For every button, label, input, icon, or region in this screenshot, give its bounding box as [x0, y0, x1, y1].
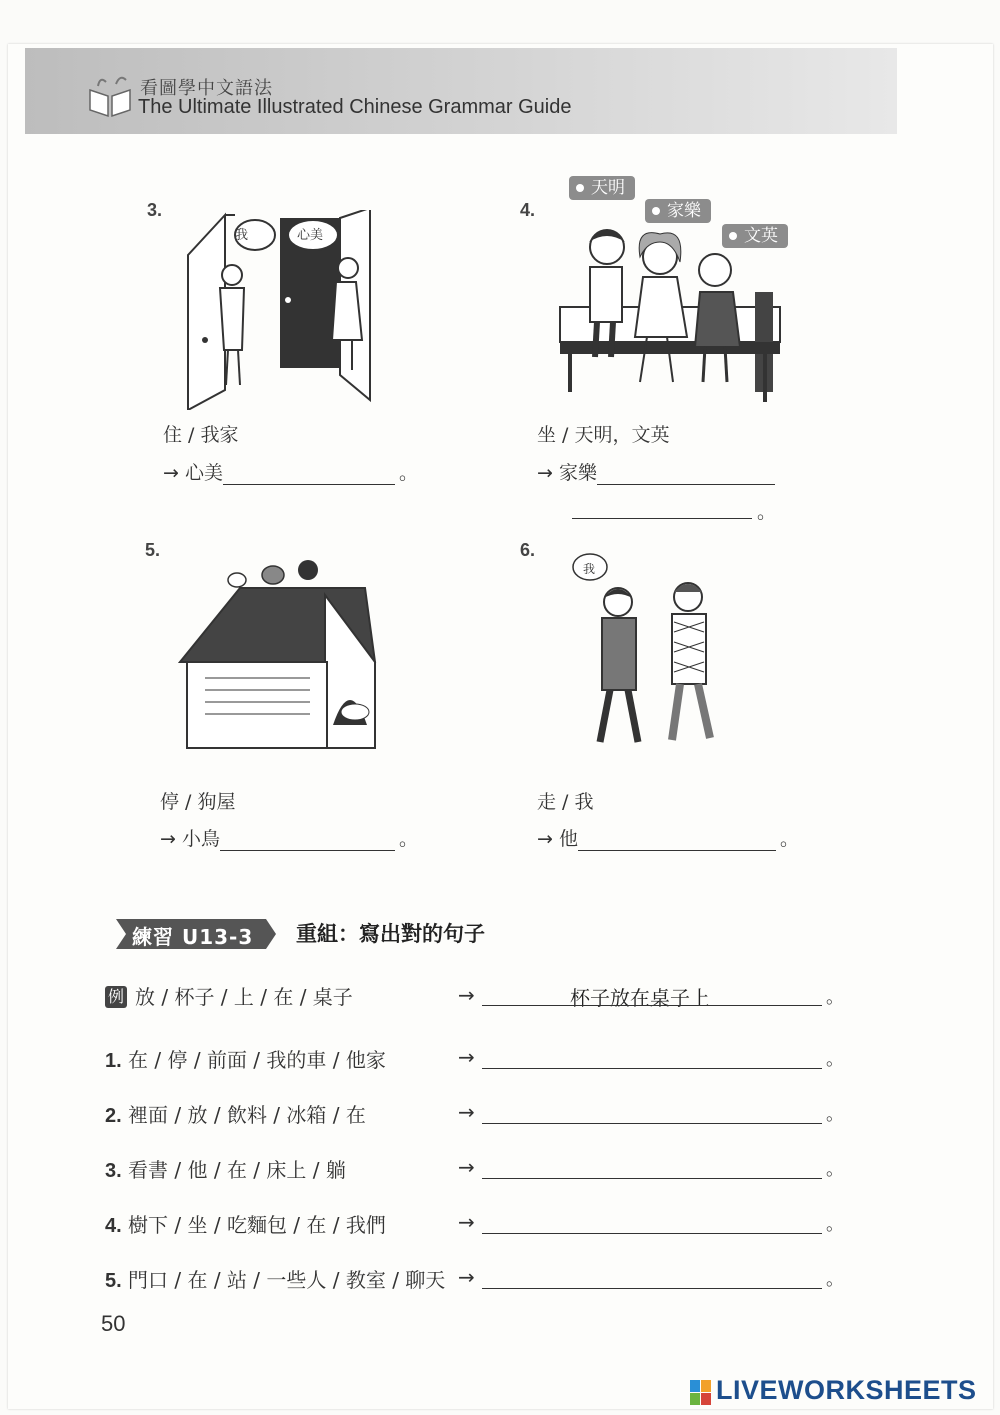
- item-4-prompt: 坐 / 天明，文英: [537, 424, 670, 446]
- item-5-answer: [160, 824, 418, 851]
- exercise-5-answer-blank[interactable]: [482, 1287, 822, 1289]
- item-5-period: 。: [398, 828, 418, 850]
- exercise-5-words: 門口 / 在 / 站 / 一些人 / 教室 / 聊天: [128, 1268, 446, 1292]
- exercise-3-words: 看書 / 他 / 在 / 床上 / 躺: [128, 1158, 346, 1182]
- exercise-1-row: [105, 1044, 386, 1073]
- exercise-4-words: 樹下 / 坐 / 吃麵包 / 在 / 我們: [128, 1213, 386, 1237]
- liveworksheets-watermark: LIVEWORKSHEETS: [716, 1375, 977, 1405]
- section-label-text: 練習 U13-3: [132, 925, 254, 949]
- item-6-answer-prefix: → 他: [537, 828, 578, 850]
- exercise-2-arrow: →: [458, 1100, 475, 1124]
- speech-bubble-xinmei: 心美: [297, 228, 324, 243]
- exercise-3-arrow: →: [458, 1155, 475, 1179]
- exercise-2-answer-blank[interactable]: [482, 1122, 822, 1124]
- item-6-number: 6.: [520, 540, 536, 560]
- item-5-answer-blank[interactable]: [220, 832, 395, 851]
- exercise-2-words: 裡面 / 放 / 飲料 / 冰箱 / 在: [128, 1103, 366, 1127]
- item-4-period: 。: [757, 501, 777, 523]
- item-5-prompt: 停 / 狗屋: [160, 791, 236, 813]
- exercise-1-words: 在 / 停 / 前面 / 我的車 / 他家: [128, 1048, 386, 1072]
- tag-jiale: 家樂: [645, 199, 711, 223]
- exercise-5-arrow: →: [458, 1265, 475, 1289]
- header-title-zh: 看圖學中文語法: [140, 78, 273, 99]
- exercise-3-period: 。: [826, 1159, 844, 1180]
- bench-illustration: [555, 212, 785, 407]
- example-arrow: →: [458, 983, 475, 1007]
- speech-bubble-me: 我: [235, 228, 249, 243]
- item-5-answer-prefix: → 小鳥: [160, 828, 220, 850]
- exercise-5-row: [105, 1264, 445, 1293]
- section-label: [116, 917, 276, 951]
- item-4-answer-blank[interactable]: [597, 466, 775, 485]
- exercise-4-number: 4.: [105, 1215, 122, 1237]
- exercise-3-number: 3.: [105, 1160, 122, 1182]
- exercise-3-answer-blank[interactable]: [482, 1177, 822, 1179]
- exercise-2-row: [105, 1099, 366, 1128]
- exercise-1-arrow: →: [458, 1045, 475, 1069]
- item-6-prompt: 走 / 我: [537, 791, 594, 813]
- item-4-number: 4.: [520, 200, 536, 220]
- example-period: 。: [826, 987, 844, 1008]
- exercise-4-row: [105, 1209, 386, 1238]
- item-6-answer: [537, 824, 799, 851]
- item-4-answer-blank-2[interactable]: [572, 517, 752, 519]
- exercise-1-number: 1.: [105, 1050, 122, 1072]
- liveworksheets-logo-icon: [690, 1376, 712, 1406]
- exercise-1-period: 。: [826, 1049, 844, 1070]
- speech-bubble-walking-me: 我: [583, 562, 596, 576]
- item-4-answer-prefix: → 家樂: [537, 462, 597, 484]
- example-words: 放 / 杯子 / 上 / 在 / 桌子: [135, 985, 353, 1009]
- exercise-3-row: [105, 1154, 346, 1183]
- exercise-1-answer-blank[interactable]: [482, 1067, 822, 1069]
- exercise-5-period: 。: [826, 1269, 844, 1290]
- example-badge: 例: [105, 986, 127, 1008]
- tag-wenying: 文英: [722, 224, 788, 248]
- item-3-answer: [163, 458, 418, 485]
- example-answer: 杯子放在桌子上: [570, 986, 710, 1010]
- example-row: [105, 981, 353, 1010]
- open-book-icon: [86, 72, 134, 120]
- walking-people-illustration: [570, 552, 740, 752]
- page-sheet: [8, 44, 993, 1409]
- item-3-period: 。: [398, 462, 418, 484]
- item-3-number: 3.: [147, 200, 163, 220]
- section-title: 重組：寫出對的句子: [296, 922, 485, 946]
- item-4-answer: [537, 458, 775, 485]
- item-3-prompt: 住 / 我家: [163, 424, 239, 446]
- page-number: 50: [101, 1311, 126, 1336]
- item-6-period: 。: [779, 828, 799, 850]
- doors-illustration: [180, 210, 380, 410]
- header-title-en: The Ultimate Illustrated Chinese Grammar Guide: [138, 96, 572, 118]
- exercise-4-arrow: →: [458, 1210, 475, 1234]
- exercise-4-period: 。: [826, 1214, 844, 1235]
- item-3-answer-prefix: → 心美: [163, 462, 223, 484]
- item-6-answer-blank[interactable]: [578, 832, 776, 851]
- item-3-answer-blank[interactable]: [223, 466, 395, 485]
- doghouse-illustration: [175, 550, 385, 750]
- example-line: [482, 1004, 822, 1006]
- exercise-4-answer-blank[interactable]: [482, 1232, 822, 1234]
- item-5-number: 5.: [145, 540, 161, 560]
- exercise-2-period: 。: [826, 1104, 844, 1125]
- exercise-2-number: 2.: [105, 1105, 122, 1127]
- tag-tianming: 天明: [569, 176, 635, 200]
- exercise-5-number: 5.: [105, 1270, 122, 1292]
